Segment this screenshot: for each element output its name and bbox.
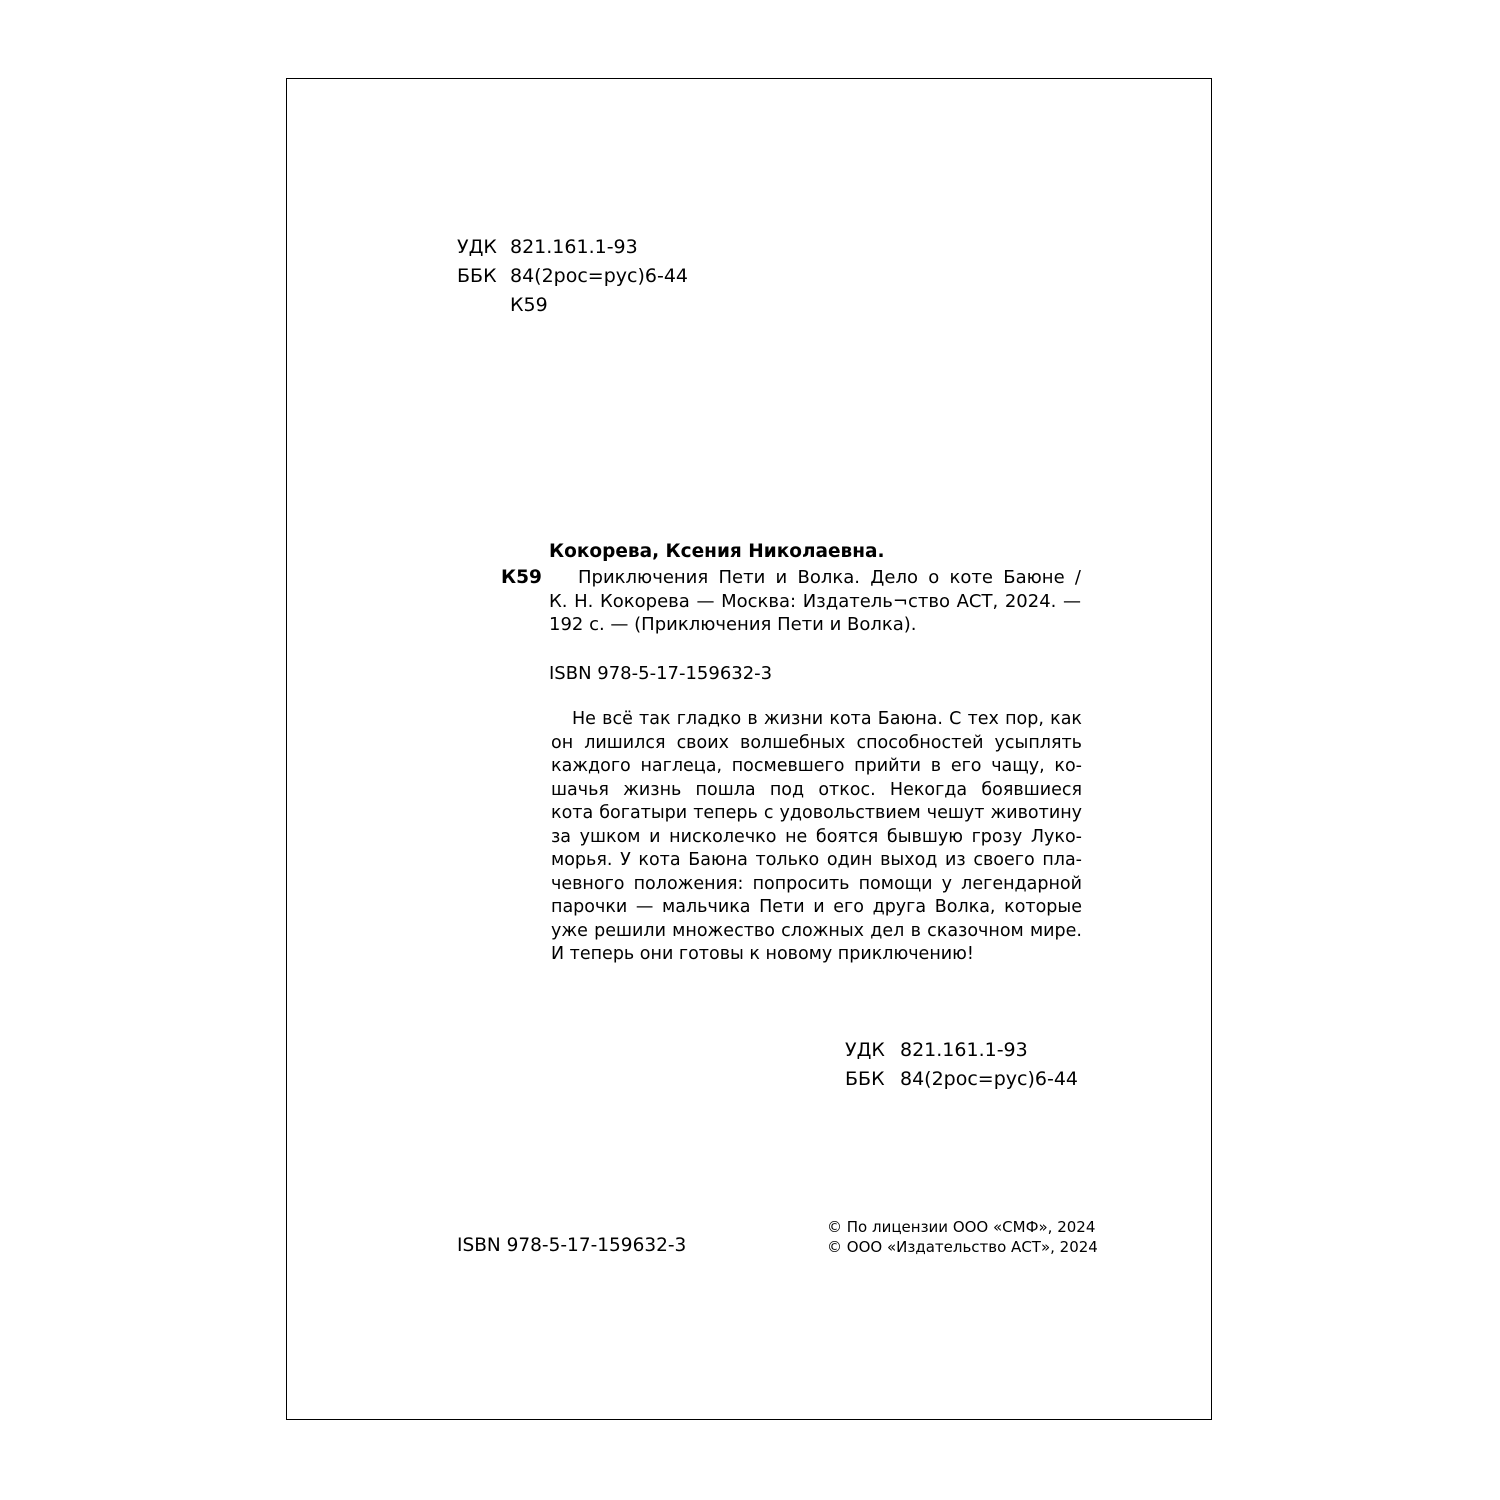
annotation-line: шачья жизнь пошла под откос. Некогда боявшиеся xyxy=(551,779,1082,800)
annotation-line: Не всё так гладко в жизни кота Баюна. С тех пор, как xyxy=(572,709,1082,729)
description-line: 192 с. — (Приключения Пети и Волка). xyxy=(549,614,917,635)
bibliographic-description xyxy=(549,566,1081,637)
bbk-value: 84(2рос=рус)6-44 xyxy=(900,1068,1079,1090)
annotation xyxy=(551,708,1082,967)
copyright-publisher: © ООО «Издательство АСТ», 2024 xyxy=(827,1238,1098,1256)
bbk-label: ББК xyxy=(845,1068,885,1090)
book-page xyxy=(286,78,1212,1420)
annotation-line: каждого наглеца, посмевшего прийти в его чащу, ко- xyxy=(551,756,1082,776)
udk-value: 821.161.1-93 xyxy=(900,1039,1028,1061)
annotation-line: кота богатыри теперь с удовольствием чешут животину xyxy=(551,803,1082,823)
author-mark-row xyxy=(457,291,688,320)
udk-label: УДК xyxy=(457,236,497,258)
author-mark: К59 xyxy=(510,294,548,316)
bbk-row xyxy=(845,1065,1078,1094)
udk-value: 821.161.1-93 xyxy=(510,236,638,258)
annotation-line: он лишился своих волшебных способностей усыплять xyxy=(551,732,1082,753)
top-classification xyxy=(457,233,688,320)
description-line: К. Н. Кокорева — Москва: Издатель¬ство АСТ, 2024. — xyxy=(549,590,1081,612)
footer-isbn: ISBN 978-5-17-159632-3 xyxy=(457,1235,687,1256)
annotation-line: за ушком и нисколечко не боятся бывшую грозу Луко- xyxy=(551,826,1082,847)
annotation-line: И теперь они готовы к новому приключению! xyxy=(551,944,974,964)
udk-label: УДК xyxy=(845,1039,885,1061)
bbk-row xyxy=(457,262,688,291)
annotation-line: парочки — мальчика Пети и его друга Волка, которые xyxy=(551,897,1082,917)
bottom-classification xyxy=(845,1036,1078,1094)
copyright-notices xyxy=(827,1217,1098,1257)
udk-row xyxy=(845,1036,1078,1065)
author-name: Кокорева, Ксения Николаевна. xyxy=(549,541,885,562)
catalog-author-mark: К59 xyxy=(501,567,542,588)
bbk-label: ББК xyxy=(457,265,497,287)
udk-row xyxy=(457,233,688,262)
annotation-line: чевного положения: попросить помощи у легендарной xyxy=(551,873,1082,894)
annotation-line: морья. У кота Баюна только один выход из своего пла- xyxy=(551,850,1082,870)
bbk-value: 84(2рос=рус)6-44 xyxy=(510,265,689,287)
copyright-license: © По лицензии ООО «СМФ», 2024 xyxy=(827,1218,1096,1236)
description-line: Приключения Пети и Волка. Дело о коте Баюне / xyxy=(578,567,1081,588)
catalog-isbn: ISBN 978-5-17-159632-3 xyxy=(549,663,773,684)
annotation-line: уже решили множество сложных дел в сказочном мире. xyxy=(551,920,1082,941)
